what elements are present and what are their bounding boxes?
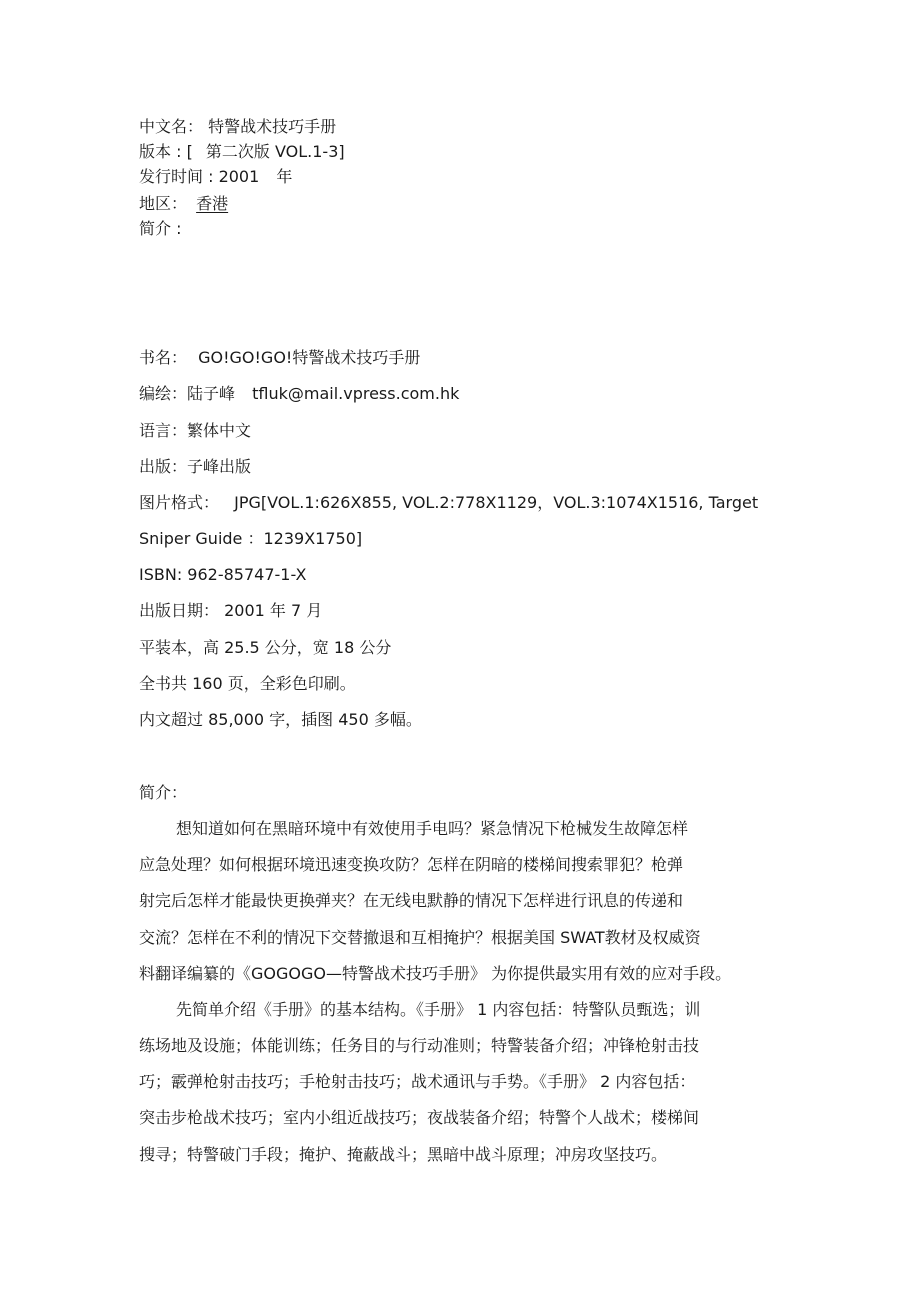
publisher-line: 出版：子峰出版 <box>139 457 252 476</box>
summary-p2-line-4: 突击步枪战术技巧；室内小组近战技巧；夜战装备介绍；特警个人战术；楼梯间 <box>139 1108 700 1127</box>
intro-label-top <box>139 218 181 240</box>
summary-p2-line-5: 搜寻；特警破门手段；掩护、掩蔽战斗；黑暗中战斗原理；冲房攻坚技巧。 <box>139 1145 668 1164</box>
summary-p1-line-3: 射完后怎样才能最快更换弹夹？在无线电默静的情况下怎样进行讯息的传递和 <box>139 891 684 910</box>
version-value: 第二次版 VOL.1-3] <box>205 142 345 161</box>
version-line <box>139 141 345 163</box>
release-line <box>139 166 292 188</box>
summary-p2-line-3: 巧；霰弹枪射击技巧；手枪射击技巧；战术通讯与手势。《手册》 2 内容包括： <box>139 1072 696 1091</box>
language-line: 语言：繁体中文 <box>139 421 252 440</box>
book-title-label: 书名： <box>139 348 188 367</box>
author-email: tfluk@mail.vpress.com.hk <box>252 384 460 403</box>
release-unit: 年 <box>276 167 293 186</box>
book-title-line <box>139 347 420 369</box>
format-line-1 <box>139 492 758 514</box>
summary-p1-line-5: 料翻译编纂的《GOGOGO—特警战术技巧手册》 为你提供最实用有效的应对手段。 <box>139 964 732 983</box>
book-title-value: GO!GO!GO!特警战术技巧手册 <box>198 348 421 367</box>
summary-p1-line-2: 应急处理？如何根据环境迅速变换攻防？怎样在阴暗的楼梯间搜索罪犯？枪弹 <box>139 855 684 874</box>
publish-date-line: 出版日期： 2001 年 7 月 <box>139 601 323 620</box>
chinese-name-label: 中文名： <box>139 117 204 136</box>
author-line <box>139 383 459 405</box>
region-value: 香港 <box>196 194 229 213</box>
summary-p2-line-2: 练场地及设施；体能训练；任务目的与行动准则；特警装备介绍；冲锋枪射击技 <box>139 1036 700 1055</box>
format-label: 图片格式： <box>139 493 220 512</box>
chinese-name-value: 特警战术技巧手册 <box>208 117 337 136</box>
intro-label-text: 简介 : <box>139 219 182 238</box>
pages-line: 全书共 160 页，全彩色印刷。 <box>139 674 356 693</box>
author-label: 编绘：陆子峰 <box>139 384 236 403</box>
format-value-1: JPG[VOL.1:626X855, VOL.2:778X1129，VOL.3:1074X1516, Target <box>234 493 759 512</box>
format-line-2: Sniper Guide ：1239X1750] <box>139 529 363 548</box>
isbn-line: ISBN: 962-85747-1-X <box>139 565 307 584</box>
word-count-line: 内文超过 85,000 字，插图 450 多幅。 <box>139 710 422 729</box>
version-label: 版本 : [ <box>139 142 193 161</box>
chinese-name-line <box>139 116 336 138</box>
region-line <box>139 193 228 215</box>
summary-label: 简介： <box>139 783 188 802</box>
region-label: 地区： <box>139 194 188 213</box>
binding-line: 平装本，高 25.5 公分，宽 18 公分 <box>139 638 392 657</box>
release-label: 发行时间 : 2001 <box>139 167 260 186</box>
summary-p1-line-4: 交流？怎样在不利的情况下交替撤退和互相掩护？根据美国 SWAT教材及权威资 <box>139 928 701 947</box>
summary-p2-line-1: 先简单介绍《手册》的基本结构。《手册》 1 内容包括：特警队员甄选；训 <box>176 1000 701 1019</box>
summary-p1-line-1: 想知道如何在黑暗环境中有效使用手电吗？紧急情况下枪械发生故障怎样 <box>176 819 689 838</box>
